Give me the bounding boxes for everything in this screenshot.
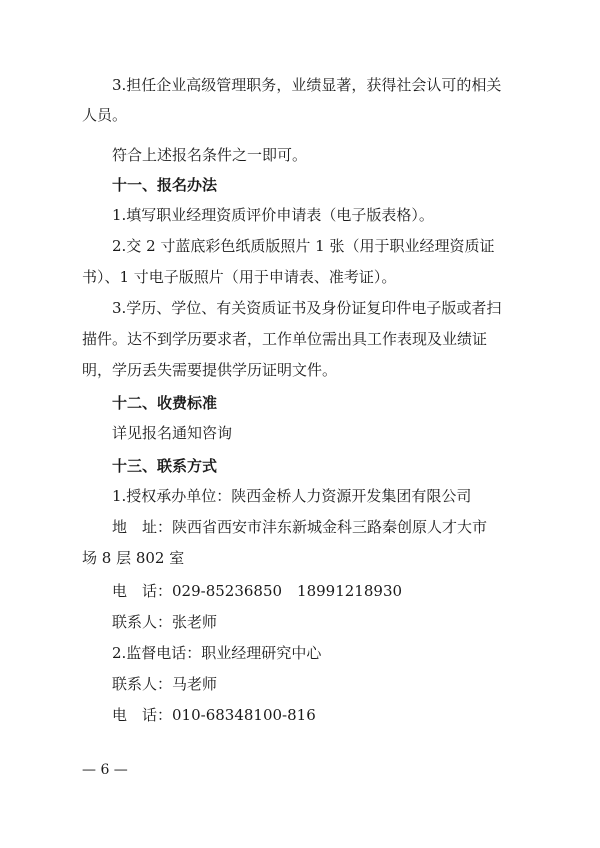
paragraph-line: 2.交 2 寸蓝底彩色纸质版照片 1 张（用于职业经理资质证 bbox=[112, 237, 495, 255]
paragraph-line: 3.学历、学位、有关资质证书及身份证复印件电子版或者扫 bbox=[112, 299, 502, 317]
phone-line: 电 话：029-85236850 18991218930 bbox=[112, 582, 403, 600]
paragraph-line: 1.授权承办单位：陕西金桥人力资源开发集团有限公司 bbox=[112, 487, 472, 505]
address-line: 地 址：陕西省西安市沣东新城金科三路秦创原人才大市 bbox=[112, 518, 488, 536]
contact-line: 联系人：马老师 bbox=[112, 675, 218, 693]
paragraph-line: 明，学历丢失需要提供学历证明文件。 bbox=[82, 361, 338, 379]
section-heading: 十二、收费标准 bbox=[112, 394, 218, 412]
paragraph-line: 人员。 bbox=[82, 106, 128, 124]
paragraph-line: 1.填写职业经理资质评价申请表（电子版表格）。 bbox=[112, 206, 434, 224]
address-line: 场 8 层 802 室 bbox=[82, 549, 185, 567]
paragraph-line: 符合上述报名条件之一即可。 bbox=[112, 146, 308, 164]
phone-line: 电 话：010-68348100-816 bbox=[112, 706, 316, 724]
paragraph-line: 详见报名通知咨询 bbox=[112, 424, 233, 442]
paragraph-line: 书）、1 寸电子版照片（用于申请表、准考证）。 bbox=[82, 268, 397, 286]
section-heading: 十三、联系方式 bbox=[112, 457, 218, 475]
paragraph-line: 描件。达不到学历要求者，工作单位需出具工作表现及业绩证 bbox=[82, 330, 488, 348]
paragraph-line: 2.监督电话：职业经理研究中心 bbox=[112, 644, 322, 662]
contact-line: 联系人：张老师 bbox=[112, 613, 218, 631]
paragraph-line: 3.担任企业高级管理职务，业绩显著，获得社会认可的相关 bbox=[112, 76, 502, 94]
section-heading: 十一、报名办法 bbox=[112, 176, 218, 194]
page-number: — 6 — bbox=[82, 762, 128, 778]
